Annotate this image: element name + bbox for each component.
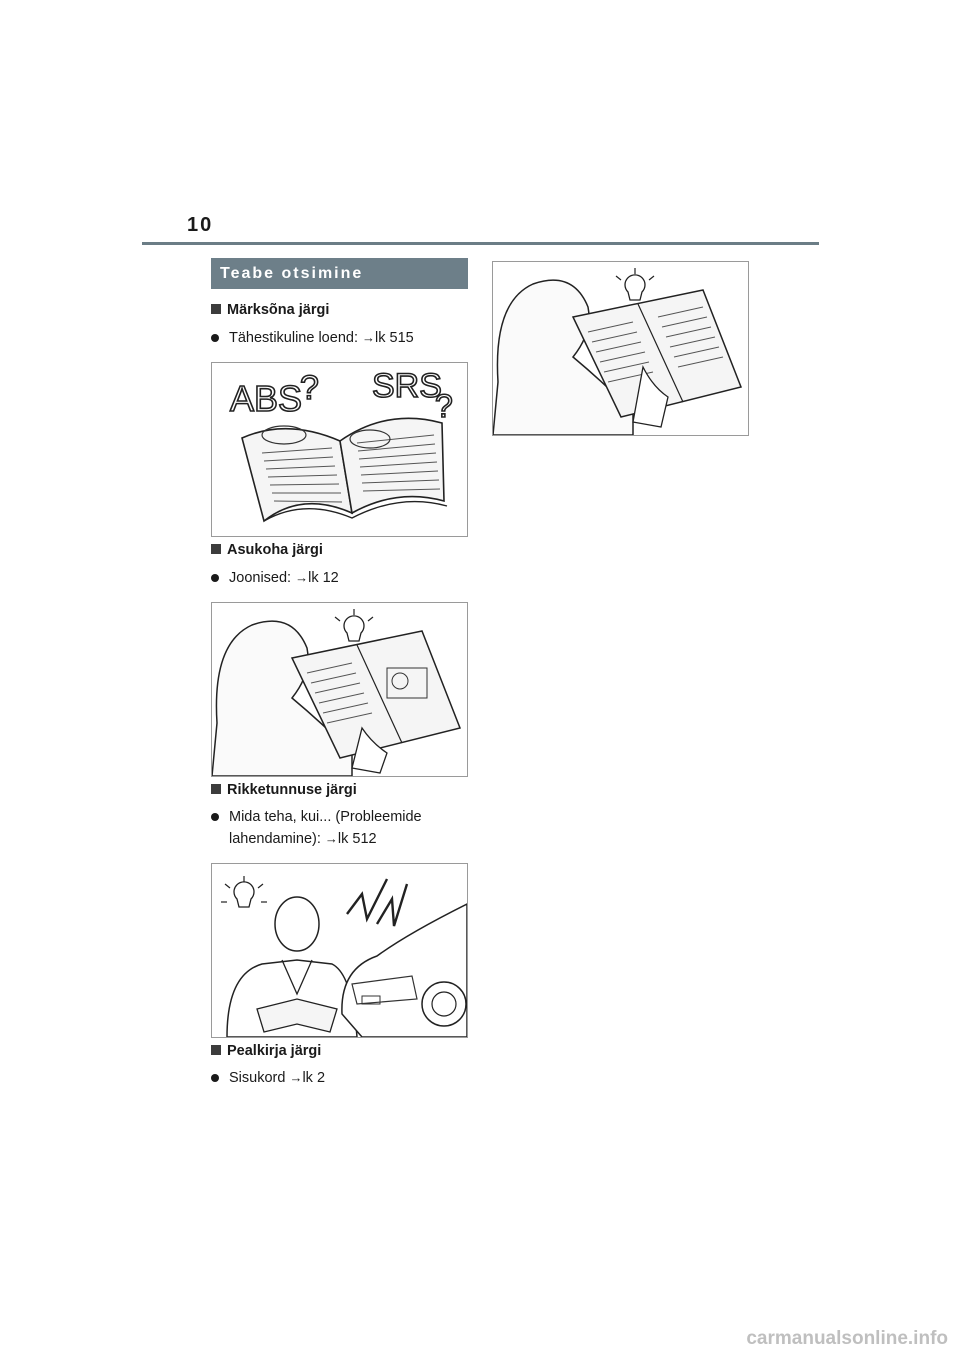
arrow-right-icon: → — [295, 570, 309, 585]
page-ref-link[interactable]: lk 515 — [375, 330, 414, 346]
heading-title — [211, 1043, 321, 1059]
bullet-dot-icon — [211, 574, 219, 582]
bullet-contents-text: Sisukord — [229, 1070, 290, 1086]
square-bullet-icon — [211, 304, 221, 314]
illustration-reader-text — [492, 261, 749, 436]
square-bullet-icon — [211, 544, 221, 554]
page-number: 10 — [187, 214, 214, 236]
illustration-man-car-trouble — [211, 863, 468, 1038]
square-bullet-icon — [211, 1045, 221, 1055]
bullet-troubleshooting-text: Mida teha, kui... (Probleemide lahendamine): — [229, 809, 422, 847]
heading-keyword — [211, 302, 329, 318]
arrow-right-icon: → — [289, 1070, 303, 1085]
bullet-contents — [211, 1067, 469, 1089]
header-rule — [142, 242, 819, 245]
abs-label: ABS — [230, 378, 303, 419]
heading-symptom-label: Rikketunnuse järgi — [227, 782, 357, 798]
page-ref-link[interactable]: lk 12 — [308, 570, 339, 586]
question-mark-1: ? — [300, 369, 319, 407]
page-ref-link[interactable]: lk 512 — [337, 831, 377, 847]
heading-keyword-label: Märksõna järgi — [227, 302, 330, 318]
watermark: carmanualsonline.info — [746, 1328, 948, 1349]
bullet-dot-icon — [211, 813, 219, 821]
heading-location — [211, 542, 323, 558]
heading-title-label: Pealkirja järgi — [227, 1043, 322, 1059]
illustration-reader-pictures — [211, 602, 468, 777]
bullet-troubleshooting — [211, 806, 469, 850]
bullet-illustrations — [211, 567, 469, 589]
bullet-illustrations-text: Joonised: — [229, 570, 296, 586]
bullet-index-text: Tähestikuline loend: — [229, 330, 362, 346]
bullet-index — [211, 327, 469, 349]
bullet-dot-icon — [211, 1074, 219, 1082]
srs-label: SRS — [372, 367, 442, 405]
section-title: Teabe otsimine — [211, 258, 468, 289]
illustration-book-abs-srs — [211, 362, 468, 537]
square-bullet-icon — [211, 784, 221, 794]
arrow-right-icon: → — [362, 330, 375, 345]
arrow-right-icon: → — [324, 831, 338, 846]
heading-symptom — [211, 782, 357, 798]
question-mark-2: ? — [435, 388, 453, 424]
heading-location-label: Asukoha järgi — [227, 542, 323, 558]
page-ref-link[interactable]: lk 2 — [302, 1070, 326, 1086]
bullet-dot-icon — [211, 334, 219, 342]
